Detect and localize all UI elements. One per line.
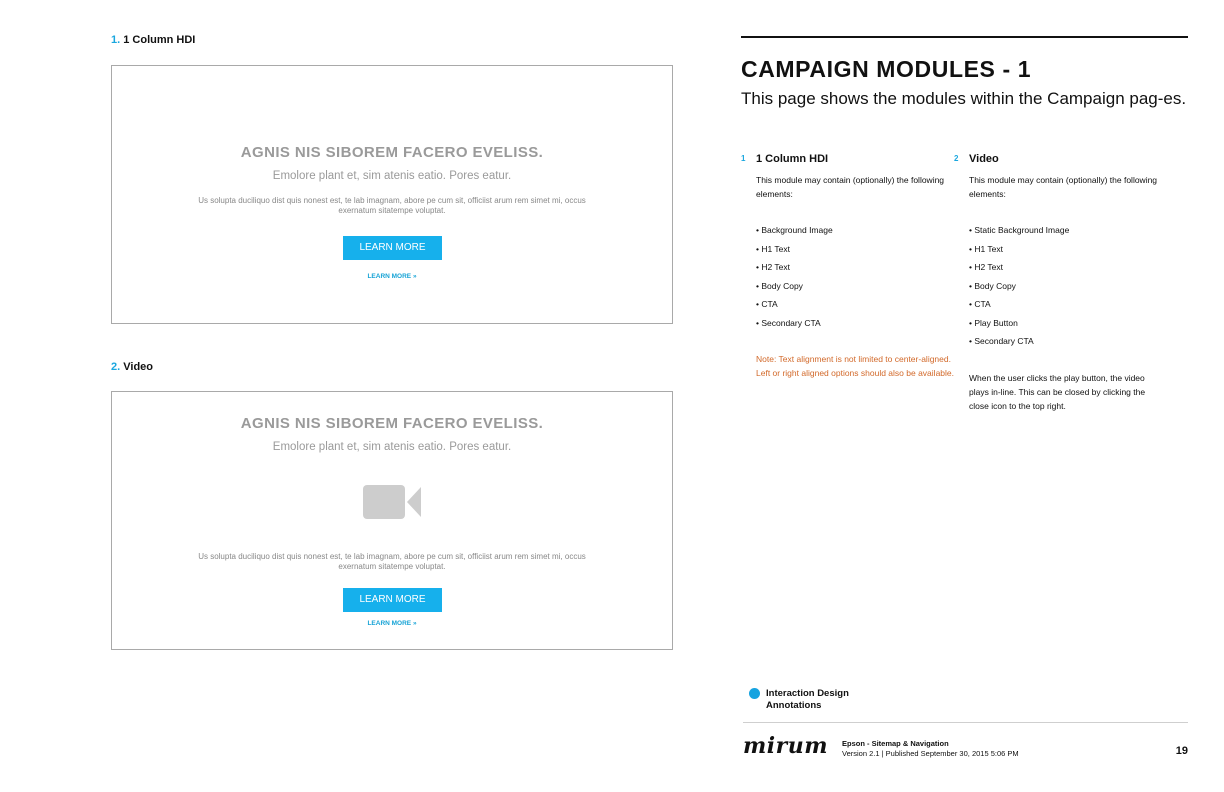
list-item: • Play Button <box>969 317 1018 328</box>
module1-label-text: 1 Column HDI <box>123 34 196 46</box>
module2-body-copy: Us solupta duciliquo dist quis nonest est, te lab imagnam, abore pe cum sit, officiist arum rem simet mi, occus exernatum sitatempe voluptat. <box>198 552 586 571</box>
annotation-column-2 <box>954 153 1164 423</box>
module1-h2: Emolore plant et, sim atenis eatio. Pores eatur. <box>272 170 512 182</box>
footer-rule <box>743 722 1188 723</box>
annotation-1-note: Note: Text alignment is not limited to center-aligned. Left or right aligned options should also be available. <box>756 354 954 378</box>
module1-body-copy: Us solupta duciliquo dist quis nonest est, te lab imagnam, abore pe cum sit, officiist arum rem simet mi, occus exernatum sitatempe voluptat. <box>198 196 586 215</box>
list-item: • Secondary CTA <box>756 317 821 328</box>
list-item: • CTA <box>756 299 778 309</box>
list-item: • Body Copy <box>969 280 1016 291</box>
footer-doc-title: Epson - Sitemap & Navigation <box>842 739 949 748</box>
module2-secondary-cta[interactable]: LEARN MORE » <box>367 620 417 627</box>
module1-wireframe <box>111 65 673 324</box>
annotation-2-title: Video <box>969 153 999 165</box>
annotation-2-number: 2 <box>954 154 959 163</box>
list-item: • Body Copy <box>756 280 803 291</box>
module1-cta-button[interactable]: LEARN MORE <box>343 236 442 260</box>
module1-number: 1. <box>111 34 121 46</box>
annotation-1-number: 1 <box>741 154 746 163</box>
page-subtitle: This page shows the modules within the Campaign pag-es. <box>741 89 1187 108</box>
list-item: • H1 Text <box>969 243 1003 254</box>
annotation-2-elements <box>969 223 1069 353</box>
annotation-1-intro: This module may contain (optionally) the following elements: <box>756 175 945 199</box>
list-item: • Secondary CTA <box>969 336 1034 346</box>
module2-label-text: Video <box>123 361 154 373</box>
annotation-1-title: 1 Column HDI <box>756 153 829 165</box>
legend-line-1: Interaction Design <box>766 688 849 699</box>
module2-number: 2. <box>111 361 121 373</box>
list-item: • H2 Text <box>756 262 790 272</box>
page-number: 19 <box>1175 745 1188 757</box>
module2-h1: AGNIS NIS SIBOREM FACERO EVELISS. <box>240 415 544 432</box>
list-item: • H2 Text <box>969 262 1003 272</box>
list-item: • Static Background Image <box>969 225 1070 235</box>
module2-wireframe <box>111 391 673 650</box>
module2-cta-button[interactable]: LEARN MORE <box>343 588 442 612</box>
list-item: • Background Image <box>756 225 833 235</box>
list-item: • H1 Text <box>756 243 790 254</box>
legend-line-2: Annotations <box>766 700 822 711</box>
annotation-2-description: When the user clicks the play button, the video plays in-line. This can be closed by clicking the close icon to the top right. <box>969 373 1146 411</box>
mirum-logo: mirum <box>743 733 828 759</box>
list-item: • CTA <box>969 299 991 309</box>
module2-label <box>111 361 153 373</box>
top-rule <box>741 36 1188 38</box>
legend-label <box>766 688 886 712</box>
module2-h2: Emolore plant et, sim atenis eatio. Pores eatur. <box>272 441 512 453</box>
footer-version: Version 2.1 | Published September 30, 2015 5:06 PM <box>842 749 1019 758</box>
page-title: CAMPAIGN MODULES - 1 <box>741 56 1032 82</box>
annotation-1-elements <box>756 223 833 334</box>
legend-dot-icon <box>749 688 760 699</box>
video-camera-icon[interactable] <box>363 483 421 521</box>
module1-secondary-cta[interactable]: LEARN MORE » <box>367 273 417 280</box>
module1-label <box>111 34 195 46</box>
annotation-2-intro: This module may contain (optionally) the following elements: <box>969 175 1158 199</box>
annotation-column-1 <box>741 153 954 413</box>
module1-h1: AGNIS NIS SIBOREM FACERO EVELISS. <box>240 144 544 161</box>
